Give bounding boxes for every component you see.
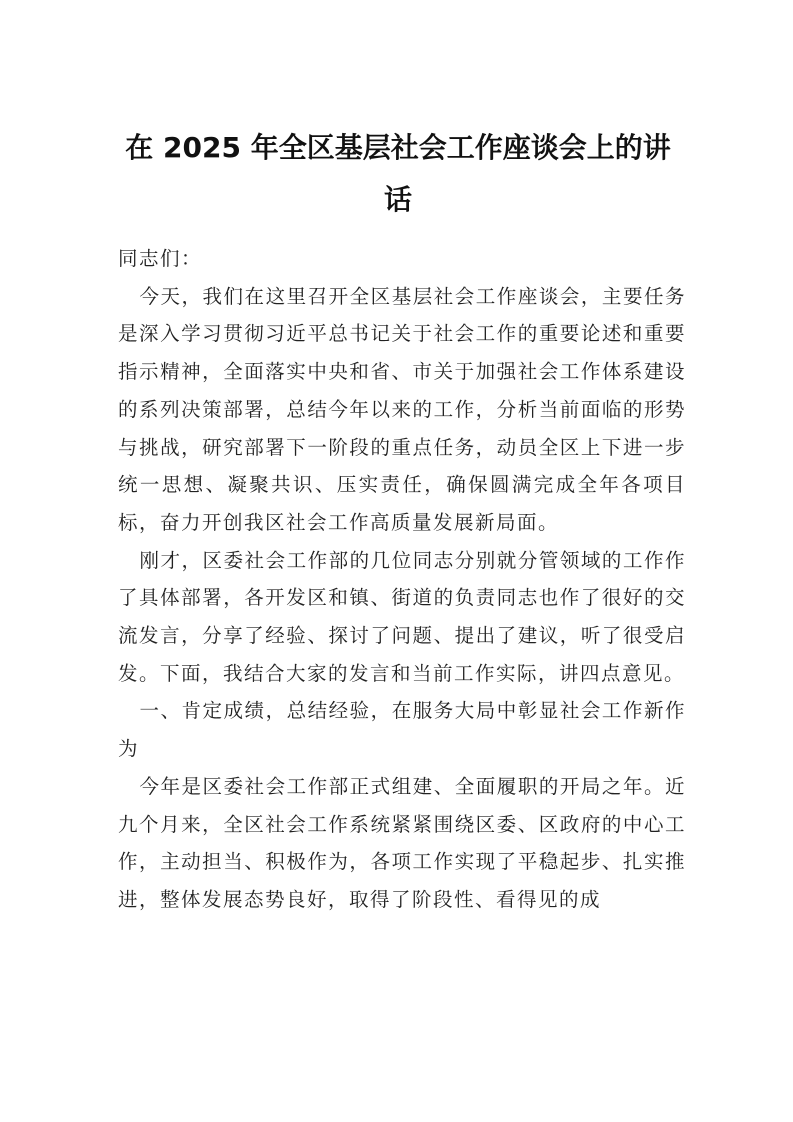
paragraph-opening: 今天，我们在这里召开全区基层社会工作座谈会，主要任务是深入学习贯彻习近平总书记关于社会工作的重要论述和重要指示精神，全面落实中央和省、市关于加强社会工作体系建设的系列决策部署，总结今年以来的工作，分析当前面临的形势与挑战，研究部署下一阶段的重点任务，动员全区上下进一步统一思想、凝聚共识、压实责任，确保圆满完成全年各项目标，奋力开创我区社会工作高质量发展新局面。 — [118, 284, 686, 534]
document-body — [118, 240, 686, 919]
paragraph-achievements: 今年是区委社会工作部正式组建、全面履职的开局之年。近九个月来，全区社会工作系统紧紧围绕区委、区政府的中心工作，主动担当、积极作为，各项工作实现了平稳起步、扎实推进，整体发展态势良好，取得了阶段性、看得见的成 — [118, 774, 686, 911]
document-title: 在 2025 年全区基层社会工作座谈会上的讲话 — [125, 131, 671, 216]
salutation: 同志们： — [118, 247, 203, 270]
paragraph-remarks: 刚才，区委社会工作部的几位同志分别就分管领域的工作作了具体部署，各开发区和镇、街道的负责同志也作了很好的交流发言，分享了经验、探讨了问题、提出了建议，听了很受启发。下面，我结合大家的发言和当前工作实际，讲四点意见。 — [118, 548, 686, 685]
section-heading-1: 一、肯定成绩，总结经验，在服务大局中彰显社会工作新作为 — [118, 699, 686, 761]
